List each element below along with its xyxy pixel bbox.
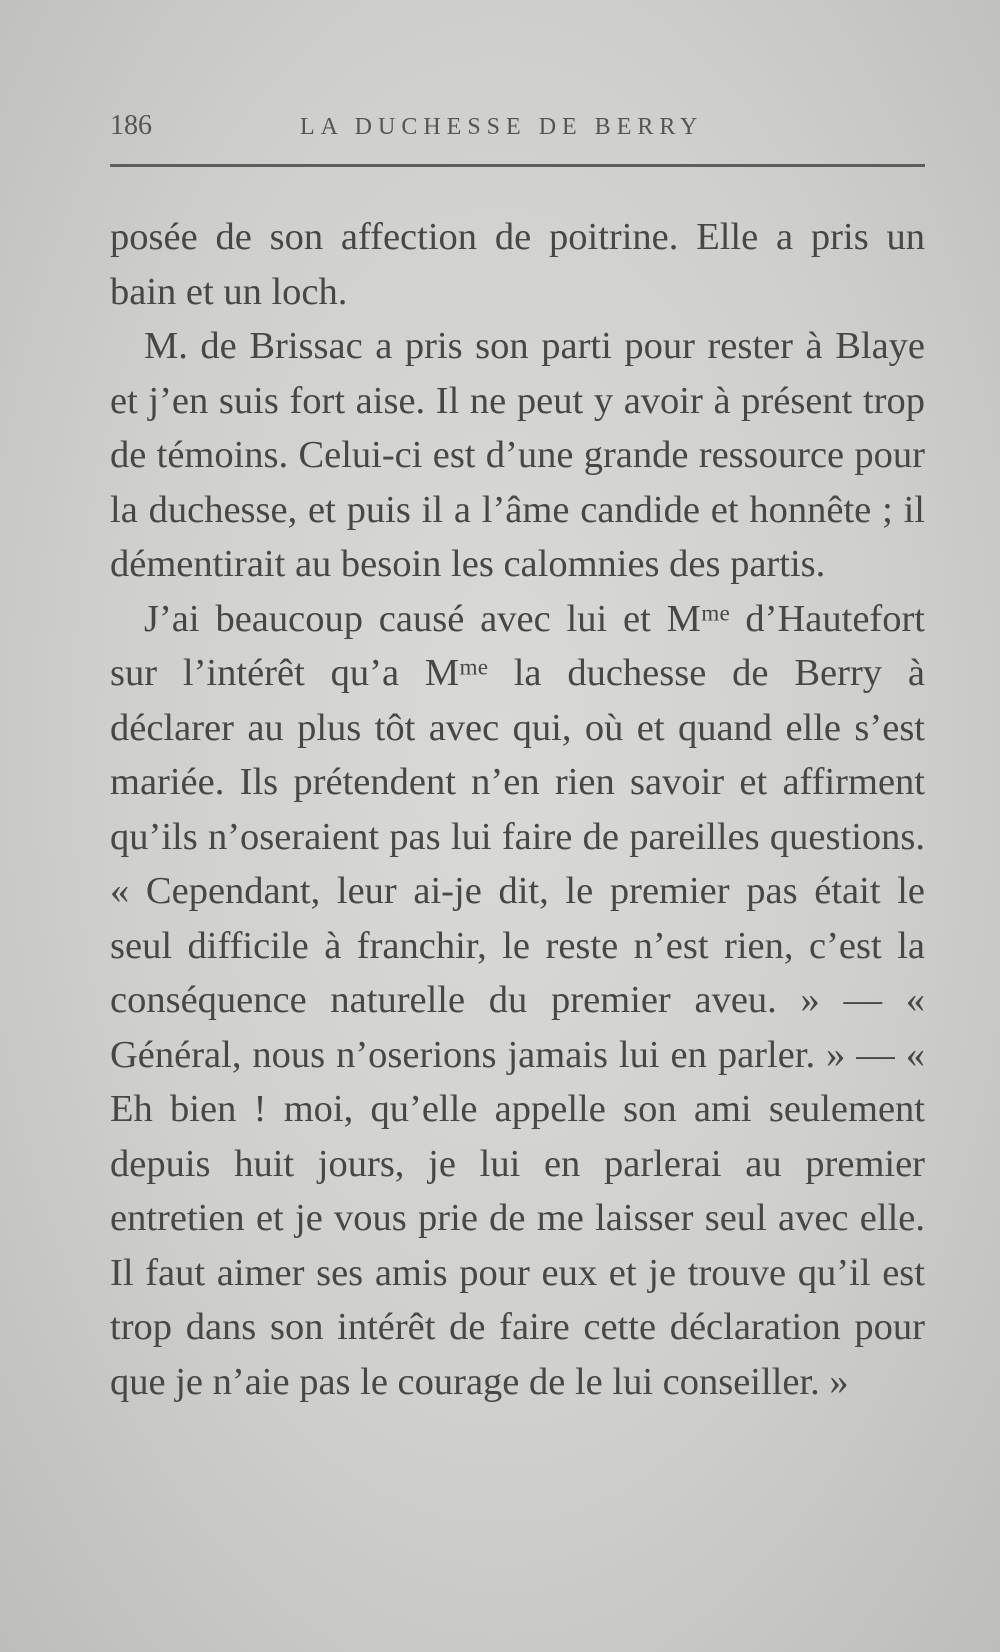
paragraph-1: posée de son affection de poitrine. Elle a pris un bain et un loch. [110,216,925,313]
body-text [110,210,925,1409]
page-header [110,110,925,150]
paragraph-3: J’ai beaucoup causé avec lui et Mᵐᵉ d’Hautefort sur l’intérêt qu’a Mᵐᵉ la duchesse de Berry à déclarer au plus tôt avec qui, où et quand elle s’est mariée. Ils prétendent n’en rien savoir et affirment qu’ils n’oseraient pas lui faire de pareilles questions. « Cependant, leur ai-je dit, le premier pas était le seul difficile à franchir, le reste n’est rien, c’est la conséquence naturelle du premier aveu. » — « Général, nous n’oserions jamais lui en parler. » — « Eh bien ! moi, qu’elle appelle son ami seulement depuis huit jours, je lui en parlerai au premier entretien et je vous prie de me laisser seul avec elle. Il faut aimer ses amis pour eux et je trouve qu’il est trop dans son intérêt de faire cette déclaration pour que je n’aie pas le courage de le lui conseiller. » [110,597,925,1403]
page-number: 186 [110,110,152,141]
paragraph-2: M. de Brissac a pris son parti pour rester à Blaye et j’en suis fort aise. Il ne peut y avoir à présent trop de témoins. Celui-ci est d’une grande ressource pour la duchesse, et puis il a l’âme candide et honnête ; il démentirait au besoin les calomnies des partis. [110,325,925,585]
header-rule [110,164,925,167]
running-title: LA DUCHESSE DE BERRY [300,114,704,140]
